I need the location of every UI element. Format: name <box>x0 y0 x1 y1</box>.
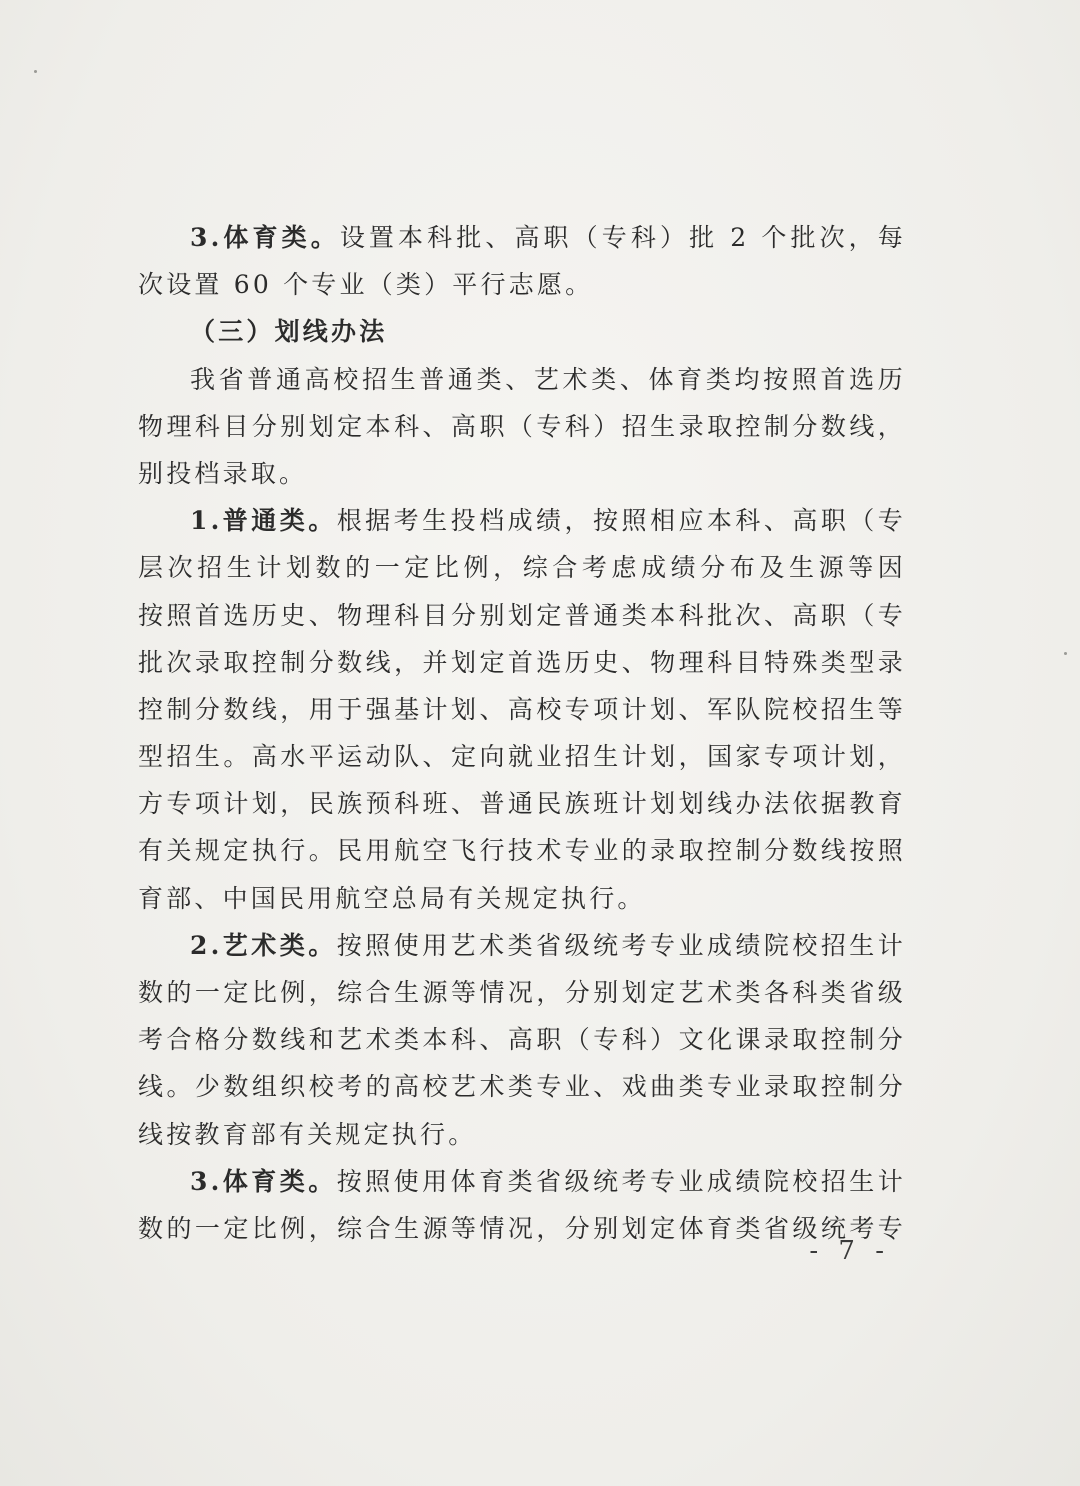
paragraph-line: 考合格分数线和艺术类本科、高职（专科）文化课录取控制分 <box>138 1025 906 1055</box>
paragraph-line: 数的一定比例，综合生源等情况，分别划定艺术类各科类省级 <box>138 978 906 1007</box>
paragraph-line: 3.体育类。按照使用体育类省级统考专业成绩院校招生计 <box>190 1166 906 1196</box>
paragraph-line: 物理科目分别划定本科、高职（专科）招生录取控制分数线， <box>138 411 906 441</box>
paragraph-line: 2.艺术类。按照使用艺术类省级统考专业成绩院校招生计 <box>190 930 906 960</box>
section-lead: 3.体育类。 <box>190 223 340 252</box>
paragraph-line: 按照首选历史、物理科目分别划定普通类本科批次、高职（专 <box>138 600 906 630</box>
paragraph-line: 我省普通高校招生普通类、艺术类、体育类均按照首选历 <box>190 364 906 394</box>
paragraph-line: 次设置 60 个专业（类）平行志愿。 <box>138 270 594 300</box>
paragraph-line: 3.体育类。设置本科批、高职（专科）批 2 个批次，每 <box>190 223 906 252</box>
section-lead: 3.体育类。 <box>190 1166 337 1196</box>
paragraph-line: 方专项计划，民族预科班、普通民族班计划划线办法依据教育 <box>138 789 906 819</box>
paragraph-line: 有关规定执行。民用航空飞行技术专业的录取控制分数线按照 <box>138 836 906 866</box>
paragraph-line: 控制分数线，用于强基计划、高校专项计划、军队院校招生等 <box>138 694 906 724</box>
paragraph-line: 1.普通类。根据考生投档成绩，按照相应本科、高职（专 <box>190 506 906 536</box>
section-lead: 2.艺术类。 <box>190 930 337 960</box>
paragraph-line: 线按教育部有关规定执行。 <box>138 1119 477 1149</box>
paragraph-line: 别投档录取。 <box>138 458 308 488</box>
paragraph-line: 批次录取控制分数线，并划定首选历史、物理科目特殊类型录 <box>138 647 906 677</box>
paragraph-line: 层次招生计划数的一定比例，综合考虑成绩分布及生源等因 <box>138 553 906 583</box>
paragraph-line: 育部、中国民用航空总局有关规定执行。 <box>138 883 646 913</box>
section-heading: （三）划线办法 <box>190 317 388 347</box>
paragraph-line: 数的一定比例，综合生源等情况，分别划定体育类省级统考专 <box>138 1213 906 1243</box>
scan-speck <box>1064 652 1067 655</box>
page-number: - 7 - <box>809 1236 890 1266</box>
scan-speck <box>34 70 37 73</box>
paragraph-line: 线。少数组织校考的高校艺术类专业、戏曲类专业录取控制分 <box>138 1072 906 1102</box>
paragraph-line: 型招生。高水平运动队、定向就业招生计划，国家专项计划， <box>138 742 906 772</box>
body-text <box>138 214 906 1252</box>
section-lead: 1.普通类。 <box>190 506 337 536</box>
